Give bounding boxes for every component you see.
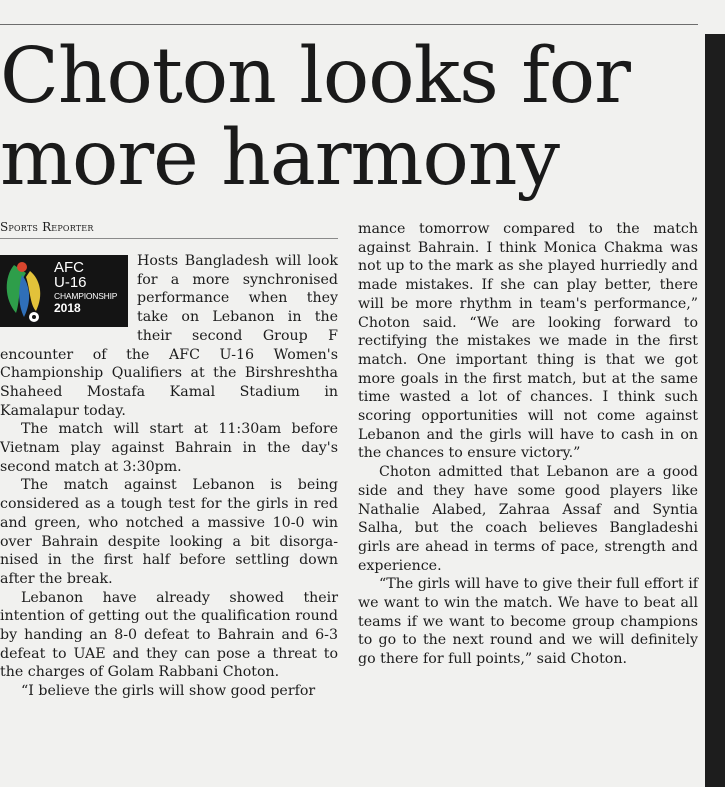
article-column-right: [358, 220, 698, 669]
logo-line-u16: U-16: [54, 274, 87, 291]
logo-line-championship: CHAMPIONSHIP: [54, 291, 118, 301]
logo-line-year: 2018: [54, 301, 81, 315]
headline: [0, 32, 700, 203]
page-edge-shadow: [705, 0, 725, 787]
byline: Sports Reporter: [0, 220, 94, 234]
paragraph: Hosts Bangladesh will look for a more synchronised performance when they take on Lebanon in the their second Group F encounter of the AFC U-16 Women's Championship Qualifiers at the Birshreshtha Shaheed Mostafa Kamal Stadium in Kamalapur today.: [0, 253, 338, 419]
paragraph: Lebanon have already showed their intention of getting out the qualification round by handing an 8-0 defeat to Bahrain and 6-3 defeat to UAE and they can pose a threat to the charges of Golam Rabbani Choton.: [0, 589, 338, 681]
afc-u16-championship-logo: [0, 255, 128, 327]
logo-line-afc: AFC: [54, 259, 84, 276]
paragraph: The match against Lebanon is being considered as a tough test for the girls in red and green, who notched a massive 10-0 win over Bahrain despite looking a bit disorganised in the first half before settling down after the break.: [0, 477, 338, 587]
headline-line-2: more harmony: [0, 114, 559, 203]
paragraph: mance tomorrow compared to the match against Bahrain. I think Monica Chakma was not up to the mark as she played hurriedly and made mistakes. If she can play better, there will be more rhythm in team's performance,” Choton said. “We are looking forward to rectifying the mistakes we made in the first match. One important thing is that we got more goals in the first match, but at the same time wasted a lot of chances. I think such scoring opportunities will not come against Lebanon and the girls will have to cash in on the chances to ensure victory.”: [358, 221, 698, 462]
headline-line-1: Choton looks for: [0, 32, 630, 121]
paragraph: “The girls will have to give their full effort if we want to win the match. We have to beat all teams if we want to become group champions to go to the next round and we will definitely go there for full points,” said Choton.: [358, 576, 698, 668]
paragraph: Choton admitted that Lebanon are a good side and they have some good players like Nathalie Alabed, Zahraa Assaf and Syntia Salha, but the coach believes Bangladeshi girls are ahead in terms of pace, strength and experience.: [358, 464, 698, 574]
paragraph: “I believe the girls will show good perfor: [21, 683, 316, 700]
championship-emblem-icon: [0, 255, 54, 327]
top-rule: [0, 24, 698, 25]
byline-rule: [0, 238, 338, 239]
article-column-left: [0, 252, 338, 701]
paragraph: The match will start at 11:30am before Vietnam play against Bahrain in the day's second match at 3:30pm.: [0, 421, 338, 475]
